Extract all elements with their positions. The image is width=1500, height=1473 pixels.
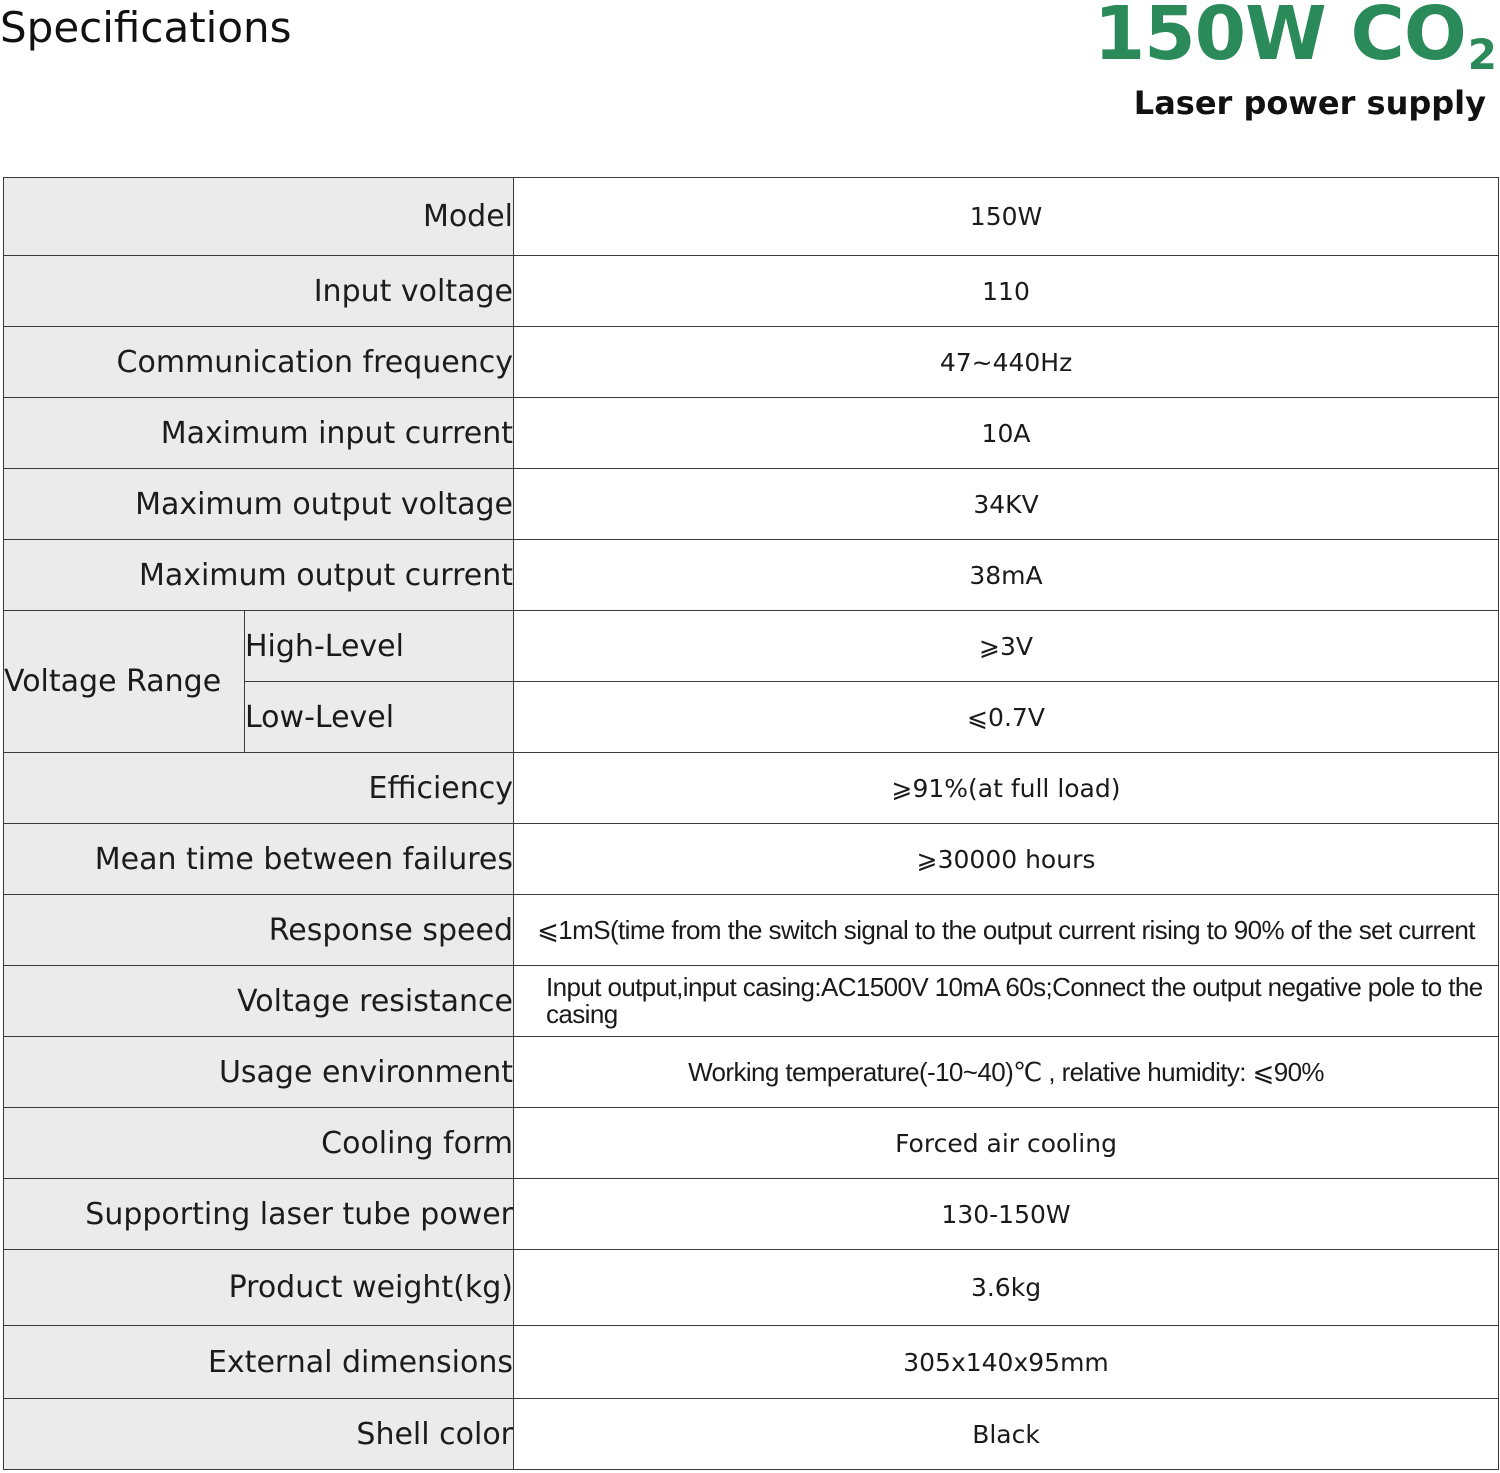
- spec-label: Maximum output voltage: [4, 469, 514, 540]
- spec-value: Working temperature(-10~40)℃ , relative humidity: ⩽90%: [514, 1037, 1499, 1108]
- spec-label: Model: [4, 178, 514, 256]
- spec-table: [3, 177, 1499, 1470]
- spec-row-usage-environment: [4, 1037, 1499, 1108]
- spec-value: 38mA: [514, 540, 1499, 611]
- spec-row-product-weight: [4, 1250, 1499, 1326]
- spec-value: Forced air cooling: [514, 1108, 1499, 1179]
- spec-row-high-level: [4, 611, 1499, 682]
- spec-row-response-speed: [4, 895, 1499, 966]
- spec-group-label: Voltage Range: [4, 611, 245, 753]
- spec-row-laser-tube-power: [4, 1179, 1499, 1250]
- spec-row-cooling-form: [4, 1108, 1499, 1179]
- spec-label: Efficiency: [4, 753, 514, 824]
- spec-label: Usage environment: [4, 1037, 514, 1108]
- spec-row-voltage-resistance: [4, 966, 1499, 1037]
- spec-value: 47~440Hz: [514, 327, 1499, 398]
- product-subtitle: Laser power supply: [1133, 84, 1486, 122]
- spec-value: 130-150W: [514, 1179, 1499, 1250]
- product-heading: [1094, 0, 1496, 87]
- spec-label: Shell color: [4, 1399, 514, 1470]
- spec-value: 3.6kg: [514, 1250, 1499, 1326]
- spec-row-input-voltage: [4, 256, 1499, 327]
- spec-label: Response speed: [4, 895, 514, 966]
- spec-label: Maximum input current: [4, 398, 514, 469]
- spec-row-communication-frequency: [4, 327, 1499, 398]
- spec-value: 150W: [514, 178, 1499, 256]
- spec-value: 10A: [514, 398, 1499, 469]
- spec-row-efficiency: [4, 753, 1499, 824]
- spec-row-max-output-current: [4, 540, 1499, 611]
- spec-value: 34KV: [514, 469, 1499, 540]
- spec-row-external-dimensions: [4, 1326, 1499, 1399]
- spec-sublabel: High-Level: [245, 611, 514, 682]
- page-title: Specifications: [0, 3, 292, 52]
- spec-value: Input output,input casing:AC1500V 10mA 60s;Connect the output negative pole to the casing: [514, 966, 1499, 1037]
- product-heading-main: 150W CO: [1093, 0, 1466, 77]
- spec-row-mtbf: [4, 824, 1499, 895]
- spec-label: Product weight(kg): [4, 1250, 514, 1326]
- spec-value: 305x140x95mm: [514, 1326, 1499, 1399]
- spec-label: Cooling form: [4, 1108, 514, 1179]
- spec-value: ⩾30000 hours: [514, 824, 1499, 895]
- spec-label: Maximum output current: [4, 540, 514, 611]
- spec-value: ⩾3V: [514, 611, 1499, 682]
- spec-value: Black: [514, 1399, 1499, 1470]
- spec-value: ⩾91%(at full load): [514, 753, 1499, 824]
- spec-value: 110: [514, 256, 1499, 327]
- spec-label: Mean time between failures: [4, 824, 514, 895]
- spec-label: Supporting laser tube power: [4, 1179, 514, 1250]
- spec-value: ⩽1mS(time from the switch signal to the output current rising to 90% of the set current: [514, 895, 1499, 966]
- spec-row-max-output-voltage: [4, 469, 1499, 540]
- product-heading-subscript: 2: [1467, 30, 1496, 79]
- spec-row-shell-color: [4, 1399, 1499, 1470]
- spec-row-model: [4, 178, 1499, 256]
- spec-row-max-input-current: [4, 398, 1499, 469]
- spec-label: Input voltage: [4, 256, 514, 327]
- spec-label: External dimensions: [4, 1326, 514, 1399]
- spec-label: Voltage resistance: [4, 966, 514, 1037]
- spec-label: Communication frequency: [4, 327, 514, 398]
- spec-sublabel: Low-Level: [245, 682, 514, 753]
- spec-value: ⩽0.7V: [514, 682, 1499, 753]
